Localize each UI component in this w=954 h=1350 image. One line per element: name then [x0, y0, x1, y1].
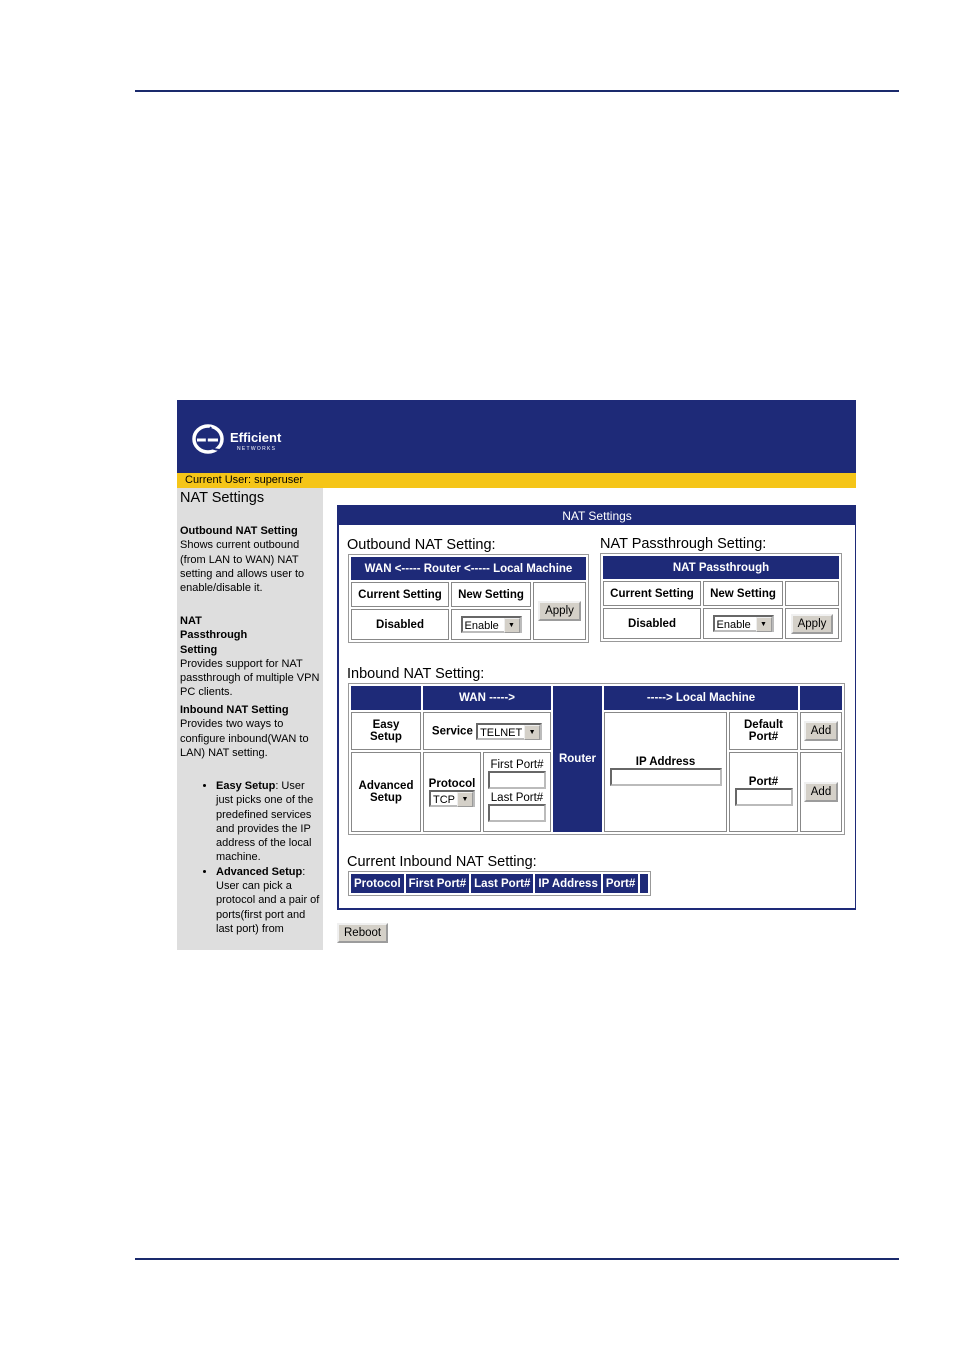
default-port-label: Default Port# — [729, 712, 798, 750]
advanced-add-button[interactable]: Add — [804, 782, 838, 802]
outbound-new-label: New Setting — [451, 582, 531, 607]
col-first-port: First Port# — [406, 874, 470, 893]
current-inbound-title: Current Inbound NAT Setting: — [347, 854, 537, 870]
select-value: TELNET — [480, 726, 523, 739]
brand-name: Efficient — [230, 430, 282, 445]
passthrough-new-select[interactable] — [713, 615, 774, 632]
reboot-button[interactable]: Reboot — [337, 923, 388, 943]
port-label: Port# — [748, 775, 779, 788]
bullet-text: : User can pick a protocol and a pair of ports(first port and last port) from — [216, 865, 320, 935]
help-sidebar — [177, 488, 323, 950]
passthrough-empty-cell — [785, 581, 839, 606]
passthrough-current-value: Disabled — [603, 608, 701, 639]
outbound-table — [348, 554, 589, 643]
col-last-port: Last Port# — [471, 874, 533, 893]
outbound-current-value: Disabled — [351, 609, 449, 640]
easy-add-button[interactable]: Add — [804, 721, 838, 741]
bullet-text: : User just picks one of the predefined services and provides the IP address of the local machine. — [216, 780, 314, 864]
outbound-new-cell — [451, 609, 531, 640]
last-port-input[interactable] — [488, 804, 546, 822]
first-port-input[interactable] — [488, 771, 546, 789]
banner — [177, 400, 856, 473]
select-value: TCP — [433, 793, 455, 806]
help-inbound-heading: Inbound NAT Setting — [180, 704, 289, 716]
inbound-local-header: -----> Local Machine — [604, 686, 798, 710]
port-range-cell — [483, 752, 551, 832]
advanced-add-cell — [800, 752, 842, 832]
nat-settings-panel — [337, 505, 856, 910]
passthrough-header: NAT Passthrough — [603, 556, 839, 579]
bottom-rule — [135, 1258, 899, 1260]
outbound-new-select[interactable] — [461, 616, 522, 633]
help-outbound-heading: Outbound NAT Setting — [180, 525, 298, 537]
passthrough-title: NAT Passthrough Setting: — [600, 536, 767, 552]
ip-address-cell — [604, 712, 727, 832]
current-user-bar — [177, 473, 856, 488]
outbound-apply-button[interactable]: Apply — [538, 601, 581, 621]
current-user-text: Current User: superuser — [185, 474, 303, 486]
chevron-down-icon: ▼ — [524, 725, 540, 740]
chevron-down-icon: ▼ — [756, 617, 772, 632]
select-value: Enable — [716, 619, 751, 631]
help-passthrough-heading: NAT Passthrough Setting — [180, 615, 248, 656]
passthrough-table — [600, 553, 842, 642]
easy-setup-label: Easy Setup — [351, 712, 421, 750]
passthrough-apply-cell — [785, 608, 839, 639]
col-protocol: Protocol — [351, 874, 404, 893]
help-inbound — [180, 703, 320, 760]
inbound-corner — [351, 686, 421, 710]
help-passthrough-text: Provides support for NAT passthrough of multiple VPN PC clients. — [180, 657, 320, 699]
last-port-label: Last Port# — [490, 792, 544, 804]
passthrough-new-label: New Setting — [703, 581, 783, 606]
ip-address-input[interactable] — [610, 768, 722, 786]
bullet-term: Easy Setup — [216, 780, 276, 792]
help-inbound-text: Provides two ways to configure inbound(WAN to LAN) NAT setting. — [180, 718, 309, 759]
port-input[interactable] — [735, 788, 793, 806]
col-ip-address: IP Address — [535, 874, 600, 893]
chevron-down-icon: ▼ — [504, 618, 520, 633]
inbound-wan-header: WAN -----> — [423, 686, 551, 710]
ip-address-label: IP Address — [635, 755, 696, 768]
current-inbound-table — [348, 871, 651, 896]
efficient-networks-logo — [191, 419, 301, 459]
col-port: Port# — [603, 874, 638, 893]
panel-title: NAT Settings — [339, 507, 855, 525]
outbound-title: Outbound NAT Setting: — [347, 537, 496, 553]
inbound-corner-right — [800, 686, 842, 710]
select-value: Enable — [464, 620, 499, 632]
chevron-down-icon: ▼ — [457, 792, 473, 807]
advanced-setup-label: Advanced Setup — [351, 752, 421, 832]
service-select[interactable] — [476, 723, 542, 740]
router-admin-screenshot — [177, 400, 856, 950]
outbound-current-label: Current Setting — [351, 582, 449, 607]
help-outbound — [180, 524, 320, 595]
help-outbound-text: Shows current outbound (from LAN to WAN) NAT setting and allows user to enable/disable it. — [180, 539, 305, 595]
help-bullets — [177, 779, 320, 936]
service-cell — [423, 712, 551, 750]
protocol-label: Protocol — [428, 777, 476, 790]
protocol-select[interactable] — [429, 790, 475, 807]
inbound-title: Inbound NAT Setting: — [347, 666, 485, 682]
passthrough-current-label: Current Setting — [603, 581, 701, 606]
passthrough-new-cell — [703, 608, 783, 639]
sidebar-title: NAT Settings — [180, 490, 265, 506]
passthrough-apply-button[interactable]: Apply — [791, 614, 834, 634]
col-empty — [640, 874, 648, 893]
outbound-header: WAN <----- Router <----- Local Machine — [351, 557, 586, 580]
easy-add-cell — [800, 712, 842, 750]
outbound-apply-cell — [533, 582, 586, 640]
inbound-router: Router — [553, 686, 602, 832]
help-bullet-advanced — [216, 865, 320, 936]
help-bullet-easy — [216, 779, 320, 865]
protocol-cell — [423, 752, 481, 832]
help-passthrough — [180, 614, 320, 700]
inbound-table — [348, 683, 845, 835]
service-label: Service — [431, 725, 473, 738]
first-port-label: First Port# — [490, 759, 544, 771]
port-cell — [729, 752, 798, 832]
top-rule — [135, 90, 899, 92]
brand-sub: NETWORKS — [237, 446, 277, 452]
bullet-term: Advanced Setup — [216, 865, 303, 878]
